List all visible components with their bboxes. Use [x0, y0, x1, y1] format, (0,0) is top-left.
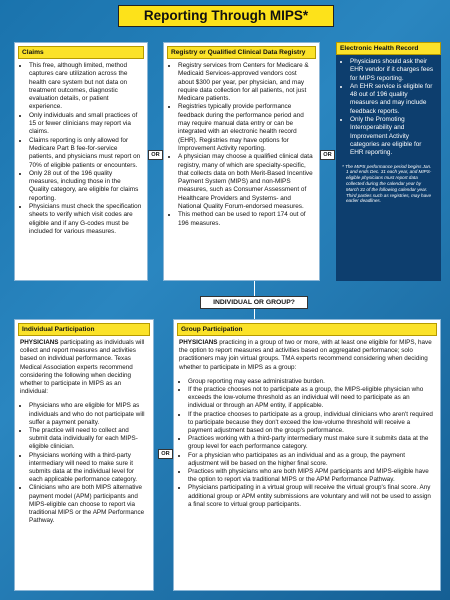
registry-list: [169, 62, 314, 228]
intro-lead: PHYSICIANS: [179, 339, 218, 346]
list-item: • This method can be used to report 174 out of 196 measures.: [178, 211, 314, 228]
list-item: • For a physician who participates as an individual and as a group, the payment adjustment will be based on the higher final score.: [188, 452, 435, 468]
list-item: • Physicians should ask their EHR vendor if it charges fees for MIPS reporting.: [350, 58, 436, 83]
list-item: • This free, although limited, method captures care utilization across the health care system but not data on treatment outcomes, diagnostic evaluation details, or patient experience.: [29, 62, 142, 112]
list-item: • Clinicians who are both MIPS alternative payment model (APM) participants and MIPS-eligible can choose to report via traditional MIPS or the APM Performance Pathway.: [29, 484, 148, 525]
or-label: OR: [320, 150, 335, 160]
group-header: Group Participation: [177, 323, 437, 336]
list-item: • Practices working with a third-party intermediary must make sure it submits data at the group level for each performance category.: [188, 435, 435, 451]
or-label: OR: [148, 150, 163, 160]
list-item: • Physicians must check the specification sheets to verify which visit codes are eligible and if any G-codes must be included for various measures.: [29, 203, 142, 236]
claims-panel: [14, 42, 148, 281]
claims-header: Claims: [18, 46, 144, 59]
connector-line: [254, 309, 255, 319]
intro-text: practicing in a group of two or more, with at least one eligible for MIPS, have the option to report measures and activities based on aggregated performance; solo practitioners may join virtual groups. TMA experts recommend considering when deciding whether to participate in MIPS as a group:: [179, 339, 432, 371]
list-item: • Physicians participating in a virtual group will receive the virtual group's final score. Any additional group or APM entity submissions are voluntary and will not be used to assign a final score to virtual group participants.: [188, 484, 435, 509]
list-item: • An EHR service is eligible for 48 out of 196 quality measures and may include feedback reports.: [350, 83, 436, 116]
list-item: • If the practice chooses to participate as a group, individual clinicians who aren't required to participate because they don't exceed the low-volume threshold will receive a payment adjustment based on the group's performance.: [188, 411, 435, 436]
group-panel: [173, 319, 441, 591]
intro-text: participating as individuals will collect and report measures and activities based on individual performance. Texas Medical Association experts recommend considering the following when deciding whether to participate in MIPS as an individual:: [20, 339, 145, 396]
list-item: • Claims reporting is only allowed for Medicare Part B fee-for-service patients, and physicians must report on 70% of eligible patients or encounters.: [29, 137, 142, 170]
group-list: [179, 378, 435, 509]
individual-header: Individual Participation: [18, 323, 150, 336]
ehr-panel: [336, 42, 441, 281]
list-item: • The practice will need to collect and submit data individually for each MIPS-eligible clinician.: [29, 427, 148, 452]
footnote: * The MIPS performance period begins Jan. 1 and ends Dec. 31 each year, and MIPS-eligible physicians must report data collected during the calendar year by March 31 of the following calendar year. Third parties such as registries, may have earlier deadlines.: [342, 163, 432, 204]
list-item: • Registry services from Centers for Medicare & Medicaid Services-approved vendors cost about $300 per year, per physician, and may require data collection for all patients, not just Medicare patients.: [178, 62, 314, 103]
list-item: • Group reporting may ease administrative burden.: [188, 378, 435, 386]
individual-panel: [14, 319, 154, 591]
connector-line: [254, 280, 255, 296]
registry-header: Registry or Qualified Clinical Data Registry: [167, 46, 316, 59]
list-item: • Only 28 out of the 196 quality measures, including those in the Quality category, are eligible for claims reporting.: [29, 170, 142, 203]
list-item: • A physician may choose a qualified clinical data registry, many of which are specialty-specific, that collects data on both Merit-Based Incentive Payment System (MIPS) and non-MIPS measures, such as Consumer Assessment of Healthcare Providers and Systems- and National Quality Forum-endorsed measures.: [178, 153, 314, 211]
list-item: • Physicians who are eligible for MIPS as individuals and who do not participate will suffer a payment penalty.: [29, 402, 148, 427]
list-item: • If the practice chooses not to participate as a group, the MIPS-eligible physician who exceeds the low-volume threshold as an individual will need to participate as an individual or through an APM entity, if applicable.: [188, 386, 435, 411]
intro-lead: PHYSICIANS: [20, 339, 59, 346]
list-item: • Only the Promoting Interoperability and Improvement Activity categories are eligible for EHR reporting.: [350, 116, 436, 157]
list-item: • Practices with physicians who are both MIPS APM participants and MIPS-eligible have the option to report via traditional MIPS or the APM Performance Pathway.: [188, 468, 435, 484]
list-item: • Registries typically provide performance feedback during the performance period and may require manual data entry or can be integrated with an electronic health record (EHR). Registries may have options for Improvement Activity reporting.: [178, 103, 314, 153]
list-item: • Physicians working with a third-party intermediary will need to make sure it submits data at the individual level for each applicable performance category.: [29, 452, 148, 485]
individual-or-group-label: INDIVIDUAL OR GROUP?: [200, 296, 308, 309]
individual-list: [20, 402, 148, 525]
list-item: • Only individuals and small practices of 15 or fewer clinicians may report via claims.: [29, 112, 142, 137]
page-title: Reporting Through MIPS*: [118, 5, 334, 27]
individual-intro: [20, 339, 148, 396]
ehr-list: [341, 58, 436, 158]
group-intro: [179, 339, 435, 372]
registry-panel: [163, 42, 320, 281]
ehr-header: Electronic Health Record: [336, 42, 441, 55]
claims-list: [20, 62, 142, 236]
or-label: OR: [158, 449, 173, 459]
